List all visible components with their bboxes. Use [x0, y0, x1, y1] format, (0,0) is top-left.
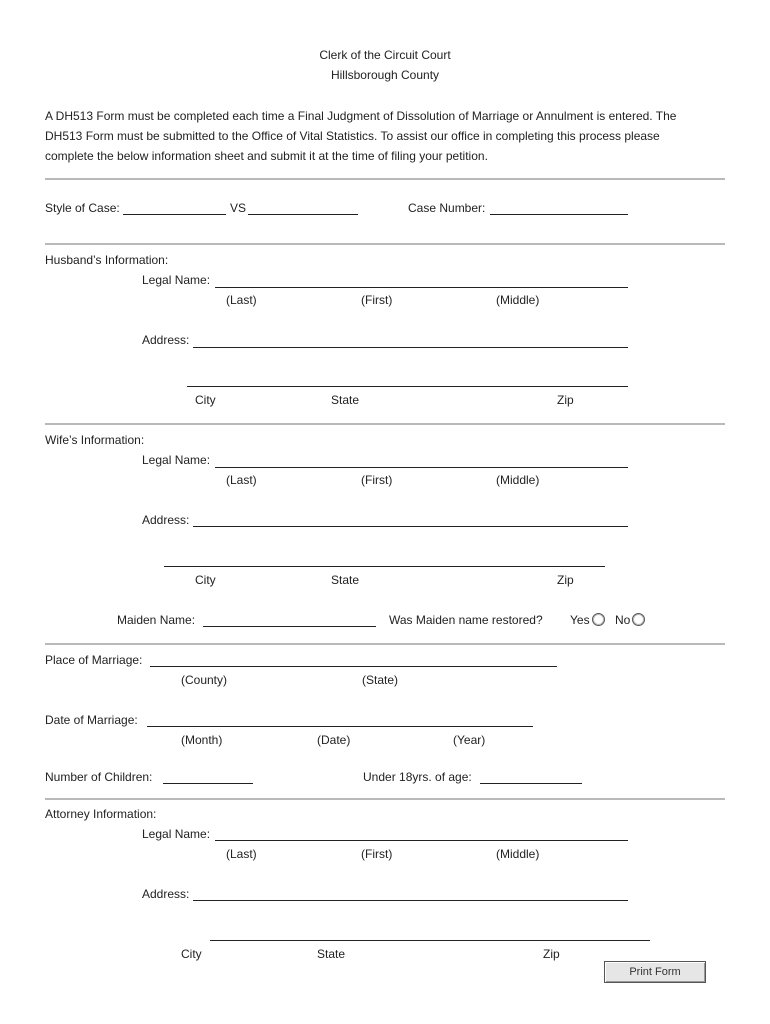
husband-address-field-2[interactable] [187, 386, 628, 387]
style-of-case-field-2[interactable] [248, 214, 358, 215]
wife-legal-name-label: Legal Name: [142, 453, 211, 467]
wife-zip-caption: Zip [557, 573, 574, 587]
attorney-last-caption: (Last) [226, 847, 257, 861]
wife-state-caption: State [331, 573, 360, 587]
maiden-restored-no[interactable] [615, 613, 645, 627]
divider [45, 643, 725, 645]
court-title: Clerk of the Circuit Court [319, 48, 451, 62]
divider [45, 178, 725, 180]
wife-address-field-2[interactable] [164, 566, 605, 567]
divider [45, 798, 725, 800]
wife-legal-name-field[interactable] [215, 467, 628, 468]
under-18-field[interactable] [480, 783, 582, 784]
no-label: No [615, 613, 631, 627]
attorney-address-label: Address: [142, 887, 190, 901]
intro-line-3: complete the below information sheet and submit it at the time of filing your petition. [45, 149, 488, 163]
wife-city-caption: City [195, 573, 216, 587]
intro-line-2: DH513 Form must be submitted to the Office of Vital Statistics. To assist our office in completing this process please [45, 129, 660, 143]
wife-heading: Wife’s Information: [45, 433, 145, 447]
vs-label: VS [230, 201, 247, 215]
wife-address-field[interactable] [193, 526, 628, 527]
attorney-legal-name-field[interactable] [215, 840, 628, 841]
attorney-address-field[interactable] [193, 900, 628, 901]
attorney-city-caption: City [181, 947, 202, 961]
husband-state-caption: State [331, 393, 360, 407]
intro-paragraph [45, 106, 735, 166]
under-18-label: Under 18yrs. of age: [363, 770, 472, 784]
year-caption: (Year) [453, 733, 486, 747]
attorney-legal-name-label: Legal Name: [142, 827, 211, 841]
number-of-children-field[interactable] [163, 783, 253, 784]
husband-zip-caption: Zip [557, 393, 574, 407]
attorney-zip-caption: Zip [543, 947, 560, 961]
style-of-case-field-1[interactable] [123, 214, 226, 215]
place-of-marriage-field[interactable] [150, 666, 557, 667]
intro-line-1: A DH513 Form must be completed each time a Final Judgment of Dissolution of Marriage or Annulment is entered. The [45, 109, 677, 123]
husband-legal-name-label: Legal Name: [142, 273, 211, 287]
maiden-name-label: Maiden Name: [117, 613, 196, 627]
husband-first-caption: (First) [361, 293, 393, 307]
attorney-middle-caption: (Middle) [496, 847, 540, 861]
number-of-children-label: Number of Children: [45, 770, 153, 784]
divider [45, 423, 725, 425]
maiden-restored-yes[interactable] [570, 613, 605, 627]
husband-heading: Husband’s Information: [45, 253, 169, 267]
date-of-marriage-field[interactable] [147, 726, 533, 727]
month-caption: (Month) [181, 733, 223, 747]
wife-first-caption: (First) [361, 473, 393, 487]
yes-label: Yes [570, 613, 590, 627]
case-number-field[interactable] [490, 214, 628, 215]
husband-city-caption: City [195, 393, 216, 407]
attorney-state-caption: State [317, 947, 346, 961]
print-form-button[interactable]: Print Form [604, 961, 706, 983]
divider [45, 243, 725, 245]
yes-radio-icon[interactable] [592, 613, 605, 626]
husband-last-caption: (Last) [226, 293, 257, 307]
day-caption: (Date) [317, 733, 351, 747]
attorney-first-caption: (First) [361, 847, 393, 861]
style-of-case-label: Style of Case: [45, 201, 120, 215]
county-title: Hillsborough County [330, 68, 440, 82]
maiden-name-field[interactable] [203, 626, 376, 627]
wife-last-caption: (Last) [226, 473, 257, 487]
wife-address-label: Address: [142, 513, 190, 527]
husband-address-label: Address: [142, 333, 190, 347]
no-radio-icon[interactable] [632, 613, 645, 626]
date-of-marriage-label: Date of Marriage: [45, 713, 138, 727]
attorney-address-field-2[interactable] [210, 940, 650, 941]
county-caption: (County) [181, 673, 228, 687]
husband-address-field[interactable] [193, 347, 628, 348]
place-of-marriage-label: Place of Marriage: [45, 653, 143, 667]
maiden-restored-label: Was Maiden name restored? [389, 613, 543, 627]
case-number-label: Case Number: [408, 201, 486, 215]
husband-middle-caption: (Middle) [496, 293, 540, 307]
husband-legal-name-field[interactable] [215, 287, 628, 288]
state-caption: (State) [362, 673, 399, 687]
wife-middle-caption: (Middle) [496, 473, 540, 487]
attorney-heading: Attorney Information: [45, 807, 157, 821]
